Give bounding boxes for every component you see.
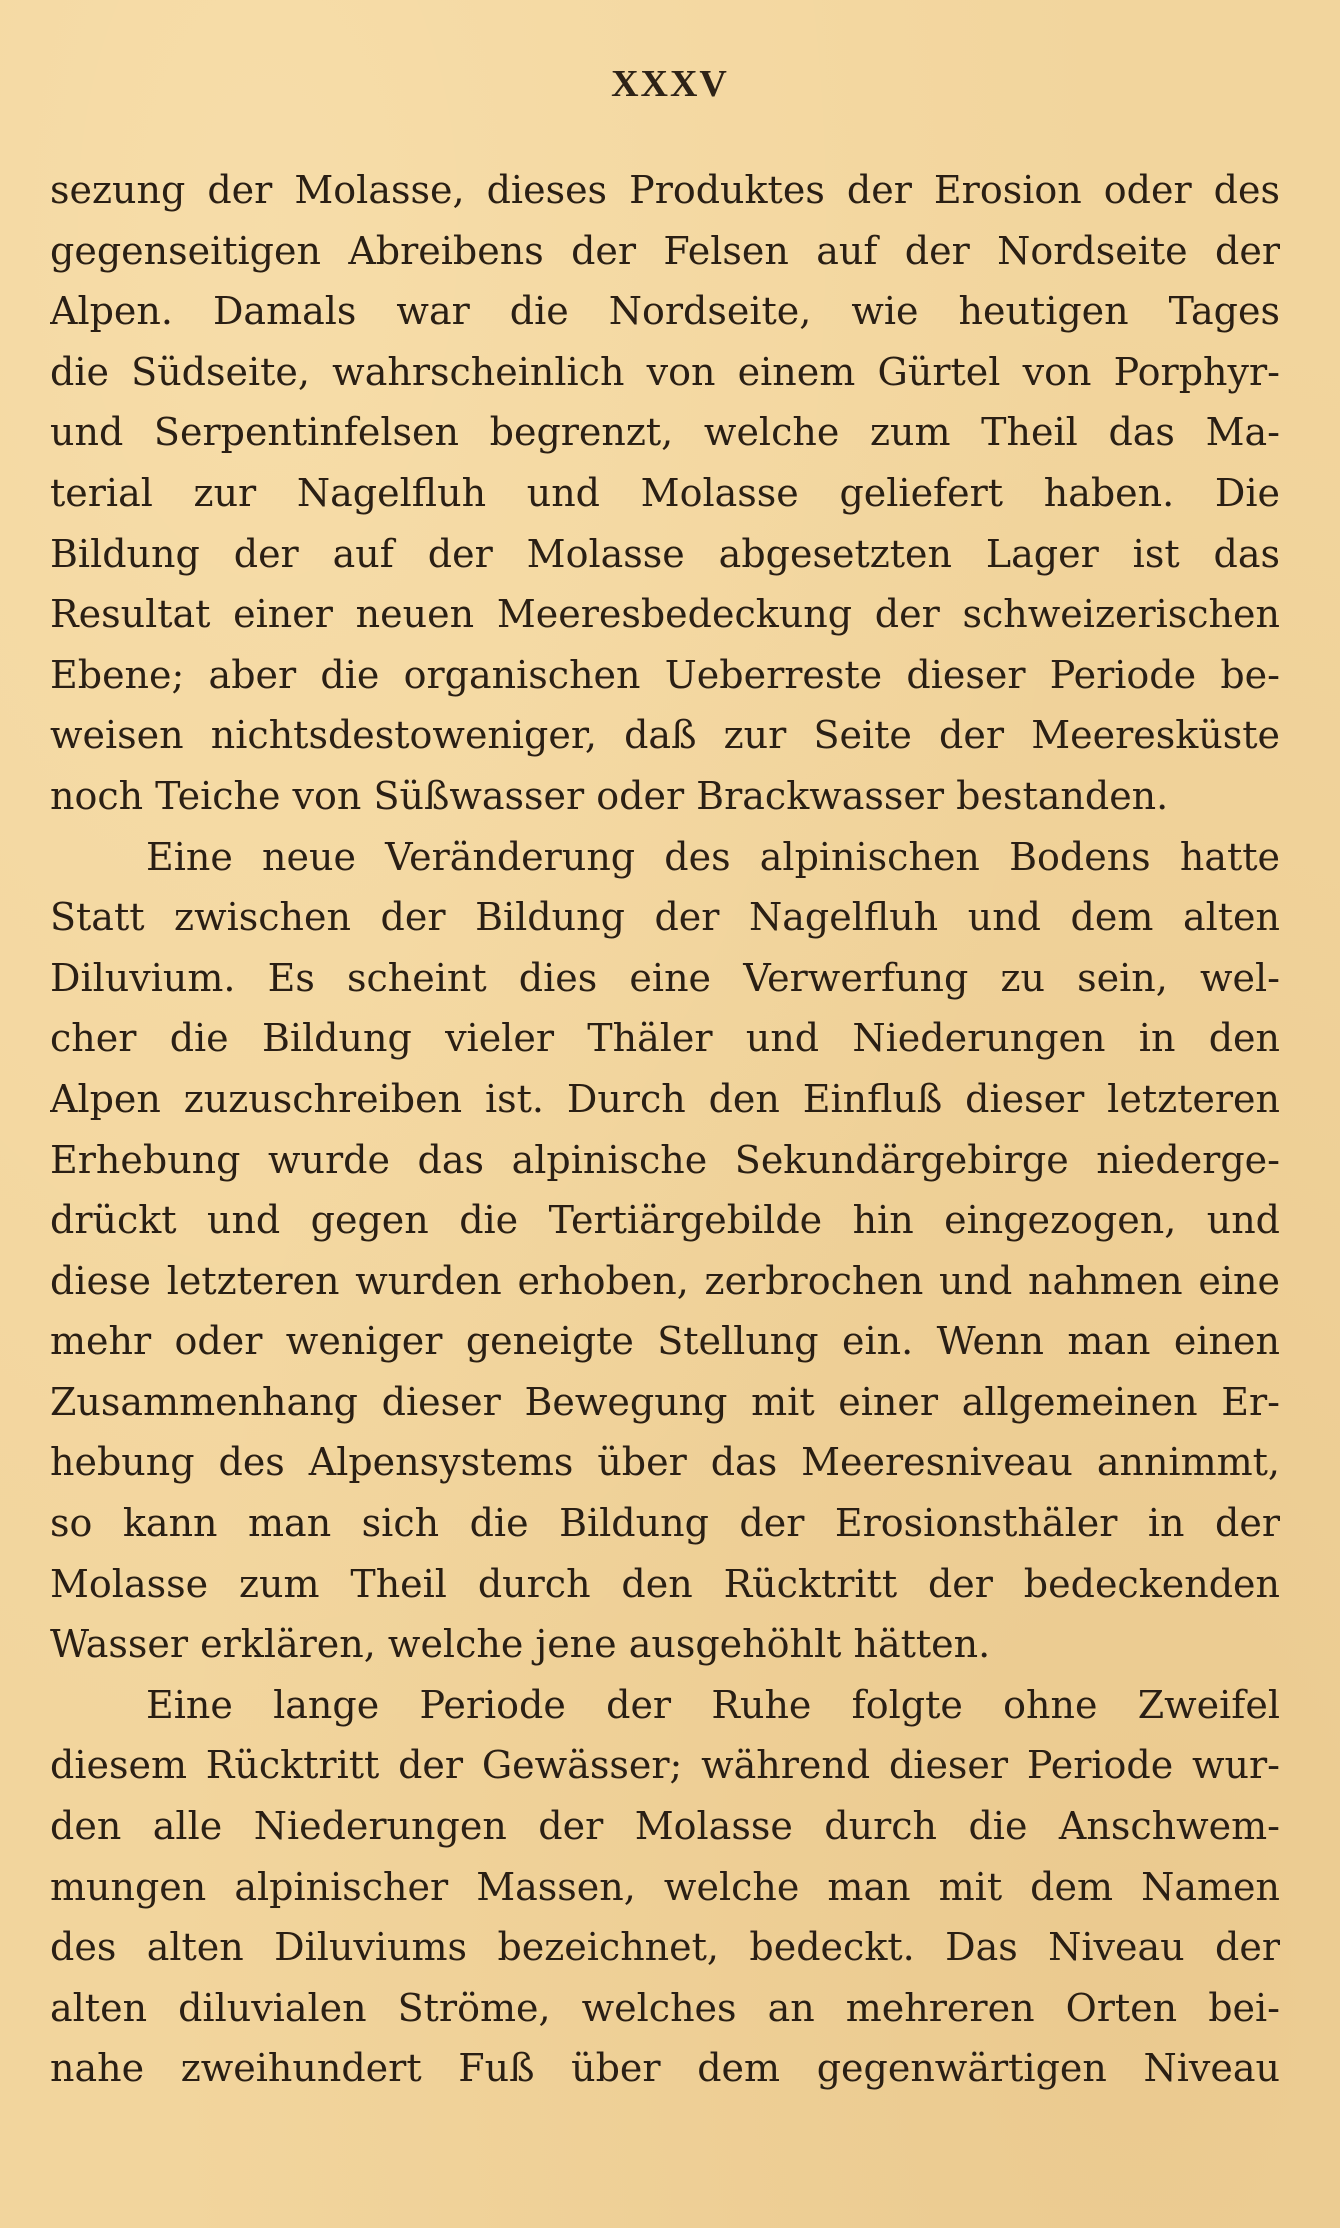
body-text — [50, 160, 1280, 2099]
text-line: weisen nichtsdestoweniger, daß zur Seite der Meeresküste — [50, 713, 1280, 758]
text-line: terial zur Nagelfluh und Molasse geliefert haben. Die — [50, 470, 1280, 515]
text-line: nahe zweihundert Fuß über dem gegenwärtigen Niveau — [50, 2046, 1280, 2091]
paragraph — [50, 160, 1280, 827]
text-line: Ebene; aber die organischen Ueberreste dieser Periode be- — [50, 652, 1280, 697]
text-line: des alten Diluviums bezeichnet, bedeckt. Das Niveau der — [50, 1925, 1280, 1970]
text-line: Erhebung wurde das alpinische Sekundärgebirge niederge- — [50, 1137, 1280, 1182]
text-line: mungen alpinischer Massen, welche man mit dem Namen — [50, 1864, 1280, 1909]
text-line: Wasser erklären, welche jene ausgehöhlt hätten. — [50, 1622, 991, 1667]
text-line: Alpen zuzuschreiben ist. Durch den Einfluß dieser letzteren — [50, 1076, 1280, 1121]
text-line: alten diluvialen Ströme, welches an mehreren Orten bei- — [50, 1985, 1280, 2030]
text-line: diesem Rücktritt der Gewässer; während dieser Periode wur- — [50, 1743, 1280, 1788]
text-line: Bildung der auf der Molasse abgesetzten Lager ist das — [50, 531, 1280, 576]
text-line: und Serpentinfelsen begrenzt, welche zum Theil das Ma- — [50, 410, 1280, 455]
paragraph — [50, 1675, 1280, 2099]
text-line: hebung des Alpensystems über das Meeresniveau annimmt, — [50, 1440, 1280, 1485]
paragraph — [50, 827, 1280, 1675]
text-line: Diluvium. Es scheint dies eine Verwerfung zu sein, wel- — [50, 955, 1280, 1000]
page-number: XXXV — [611, 63, 729, 105]
text-line: sezung der Molasse, dieses Produktes der Erosion oder des — [50, 168, 1280, 212]
text-line: den alle Niederungen der Molasse durch die Anschwem- — [50, 1804, 1280, 1849]
text-line: diese letzteren wurden erhoben, zerbrochen und nahmen eine — [50, 1258, 1280, 1303]
text-line: gegenseitigen Abreibens der Felsen auf der Nordseite der — [50, 228, 1280, 273]
text-line: Eine neue Veränderung des alpinischen Bodens hatte — [146, 834, 1280, 879]
text-line: Molasse zum Theil durch den Rücktritt der bedeckenden — [50, 1561, 1280, 1606]
text-line: drückt und gegen die Tertiärgebilde hin eingezogen, und — [50, 1198, 1280, 1243]
text-line: Resultat einer neuen Meeresbedeckung der schweizerischen — [50, 592, 1280, 637]
text-line: die Südseite, wahrscheinlich von einem Gürtel von Porphyr- — [50, 349, 1280, 394]
text-line: so kann man sich die Bildung der Erosionsthäler in der — [50, 1501, 1280, 1546]
text-line: mehr oder weniger geneigte Stellung ein. Wenn man einen — [50, 1319, 1280, 1364]
text-line: cher die Bildung vieler Thäler und Niederungen in den — [50, 1016, 1280, 1061]
text-line: Zusammenhang dieser Bewegung mit einer allgemeinen Er- — [50, 1379, 1280, 1424]
text-line: Alpen. Damals war die Nordseite, wie heutigen Tages — [50, 289, 1280, 334]
text-line: noch Teiche von Süßwasser oder Brackwasser bestanden. — [50, 773, 1169, 818]
text-line: Statt zwischen der Bildung der Nagelfluh und dem alten — [50, 895, 1280, 940]
text-line: Eine lange Periode der Ruhe folgte ohne Zweifel — [146, 1682, 1280, 1727]
